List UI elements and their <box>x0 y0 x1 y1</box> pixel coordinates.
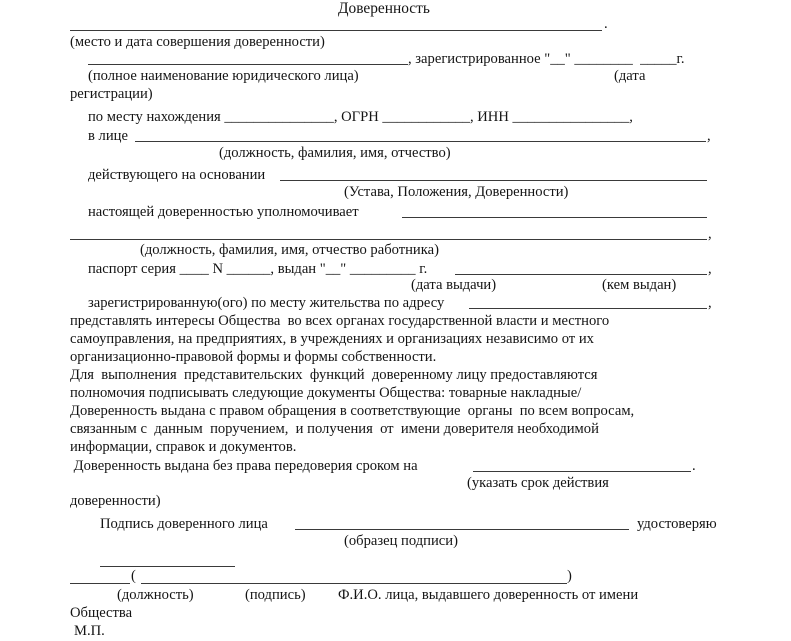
location-ogrn-inn-label: по месту нахождения _______________, ОГРН ____________, ИНН ________________, <box>88 109 633 125</box>
body-para2-line2: полномочия подписывать следующие документы Общества: товарные накладные/ <box>70 385 582 401</box>
body-para3-line2: связанным с данным поручением, и получения от имени доверителя необходимой <box>70 421 599 437</box>
in-person-comma: , <box>707 128 711 144</box>
issuer-position-blank[interactable] <box>100 566 235 567</box>
body-para1-line1: представлять интересы Общества во всех органах государственной власти и местного <box>70 313 610 329</box>
signature-sample-caption: (образец подписи) <box>344 533 458 549</box>
signature-label: Подпись доверенного лица <box>100 516 268 532</box>
issuer-sign-caption: (подпись) <box>245 587 306 603</box>
issuer-fio-caption: Ф.И.О. лица, выдавшего доверенность от имени <box>338 587 639 603</box>
passport-issuer-blank[interactable] <box>455 274 707 275</box>
body-para1-line2: самоуправления, на предприятиях, в учреждениях и организациях независимо от их <box>70 331 594 347</box>
registration-date-caption-2: регистрации) <box>70 86 153 102</box>
registered-address-blank[interactable] <box>469 308 707 309</box>
term-caption-2: доверенности) <box>70 493 161 509</box>
body-para1-line3: организационно-правовой формы и формы собственности. <box>70 349 437 365</box>
registered-address-label: зарегистрированную(ого) по месту жительства по адресу <box>88 295 445 311</box>
place-date-blank[interactable] <box>70 30 602 31</box>
seal-mark: М.П. <box>74 623 105 639</box>
issuer-paren-close: ) <box>567 568 572 584</box>
legal-name-caption: (полное наименование юридического лица) <box>88 68 359 84</box>
issuer-signature-blank[interactable] <box>70 583 130 584</box>
worker-position-fio-caption: (должность, фамилия, имя, отчество работника) <box>140 242 439 258</box>
no-substitution-term-label: Доверенность выдана без права передоверия сроком на <box>70 458 418 474</box>
certify-label: удостоверяю <box>637 516 717 532</box>
signature-sample-blank[interactable] <box>295 529 629 530</box>
body-para3-line1: Доверенность выдана с правом обращения в соответствующие органы по всем вопросам, <box>70 403 635 419</box>
issue-date-caption: (дата выдачи) <box>411 277 497 293</box>
term-caption-1: (указать срок действия <box>467 475 609 491</box>
registered-as-label: , зарегистрированное "__" ________ _____г. <box>408 51 685 67</box>
term-period: . <box>692 458 696 474</box>
in-person-blank[interactable] <box>135 141 706 142</box>
worker-name-blank[interactable] <box>70 239 707 240</box>
in-person-label: в лице <box>88 128 128 144</box>
authorizes-blank[interactable] <box>402 217 707 218</box>
registered-address-comma: , <box>708 295 712 311</box>
body-para3-line3: информации, справок и документов. <box>70 439 297 455</box>
place-date-caption: (место и дата совершения доверенности) <box>70 34 325 50</box>
place-date-period: . <box>604 16 608 32</box>
issuer-fio-blank[interactable] <box>141 583 567 584</box>
charter-caption: (Устава, Положения, Доверенности) <box>344 184 569 200</box>
document-title: Доверенность <box>338 0 430 17</box>
acting-on-basis-blank[interactable] <box>280 180 707 181</box>
acting-on-basis-label: действующего на основании <box>88 167 266 183</box>
issuer-position-caption: (должность) <box>117 587 194 603</box>
company-word: Общества <box>70 605 133 621</box>
issuer-paren-open: ( <box>131 568 136 584</box>
position-fio-caption: (должность, фамилия, имя, отчество) <box>219 145 451 161</box>
passport-comma: , <box>708 261 712 277</box>
term-blank[interactable] <box>473 471 691 472</box>
legal-name-blank[interactable] <box>88 64 408 65</box>
body-para2-line1: Для выполнения представительских функций доверенному лицу предоставляются <box>70 367 598 383</box>
passport-label: паспорт серия ____ N ______, выдан "__" _________ г. <box>88 261 428 277</box>
registration-date-caption-1: (дата <box>614 68 646 84</box>
worker-name-comma: , <box>708 226 712 242</box>
issued-by-caption: (кем выдан) <box>602 277 677 293</box>
authorizes-label: настоящей доверенностью уполномочивает <box>88 204 359 220</box>
